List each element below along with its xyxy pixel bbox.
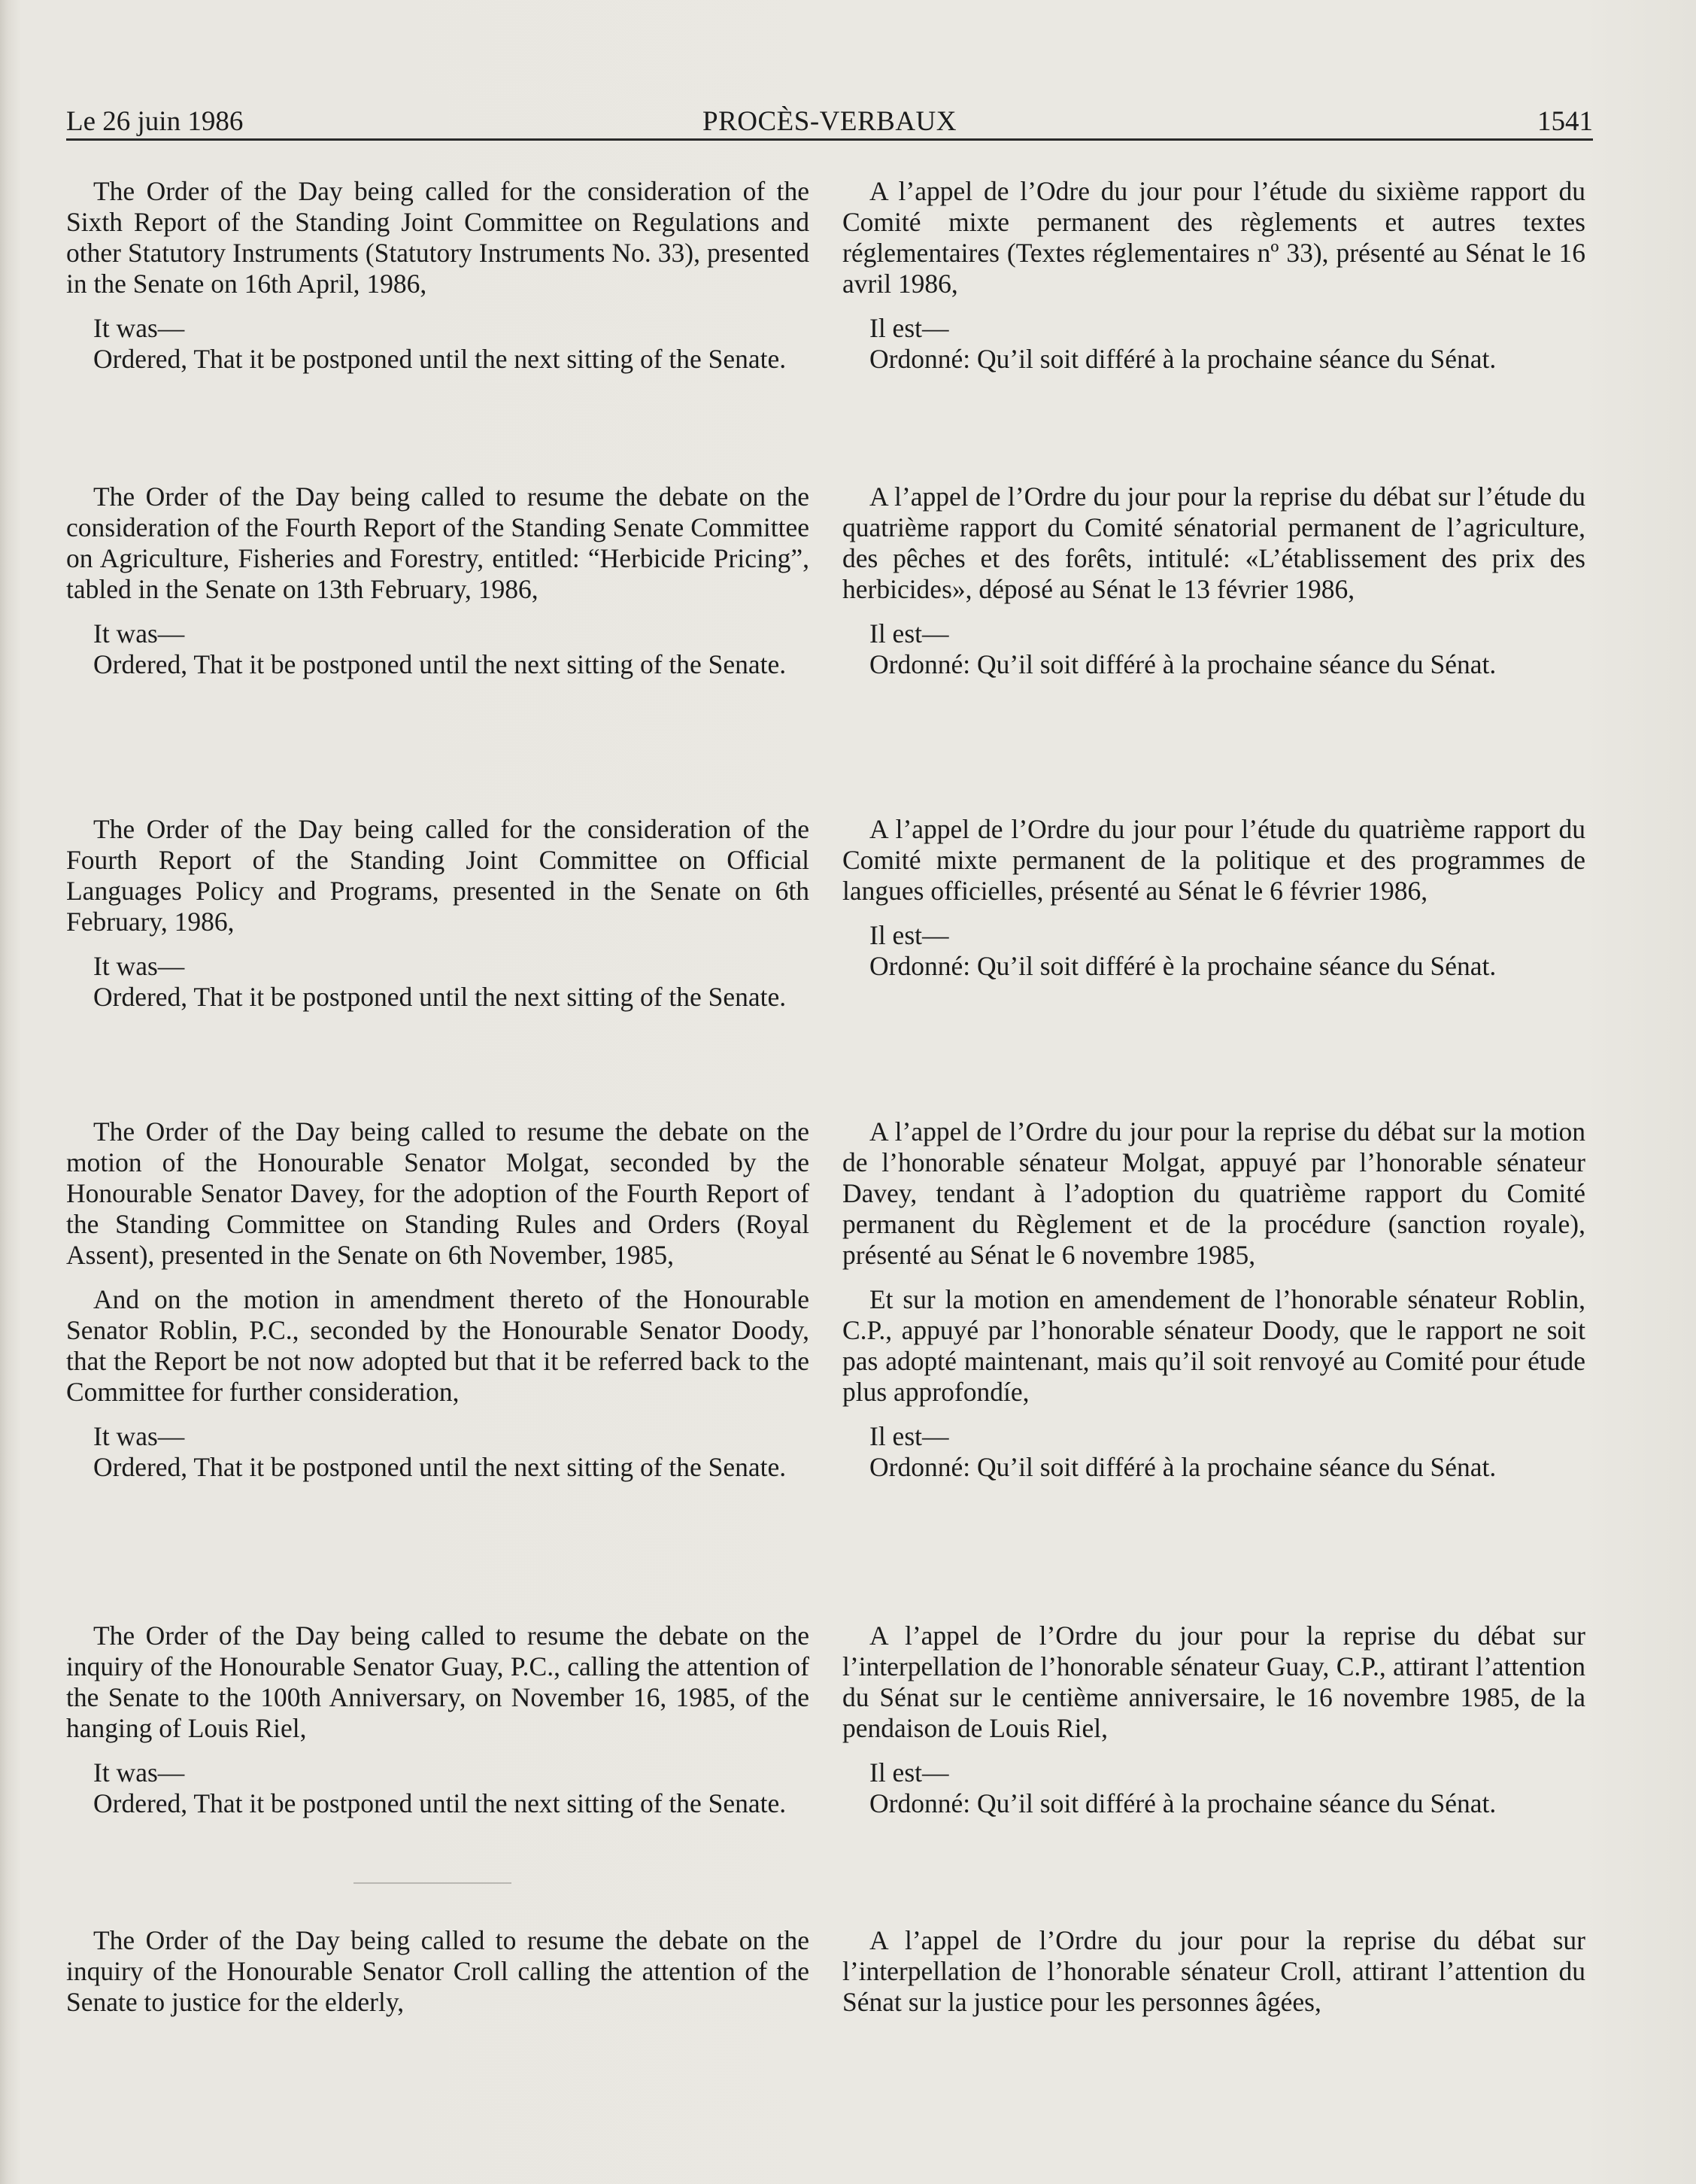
- entry-ordered: Ordonné: Qu’il soit différé è la prochaine séance du Sénat.: [869, 951, 1497, 981]
- entry-text: The Order of the Day being called for the consideration of the Sixth Report of the Standing Joint Committee on Regulations and other Statutory Instruments (Statutory Instruments No. 33), presented in the Senate on 16th April, 1986,: [66, 176, 809, 299]
- english-entry-6: [66, 1925, 809, 2018]
- entry-it-was: Il est—: [869, 1421, 949, 1451]
- entry-it-was: Il est—: [869, 1757, 949, 1788]
- entry-it-was: Il est—: [869, 313, 949, 343]
- entry-ordered: Ordered, That it be postponed until the next sitting of the Senate.: [93, 344, 787, 374]
- english-entry-3: [66, 814, 809, 1013]
- entry-text-amendment: Et sur la motion en amendement de l’honorable sénateur Roblin, C.P., appuyé par l’honorable sénateur Doody, que le rapport ne soit pas adopté maintenant, mais qu’il soit renvoyé au Comité pour étude plus approfondíe,: [842, 1284, 1585, 1407]
- french-entry-2: [842, 481, 1585, 680]
- french-entry-6: [842, 1925, 1585, 2018]
- entry-text: The Order of the Day being called to resume the debate on the consideration of the Fourth Report of the Standing Senate Committee on Agriculture, Fisheries and Forestry, entitled: “Herbicide Pricing”, tabled in the Senate on 13th February, 1986,: [66, 481, 809, 604]
- entry-it-was: Il est—: [869, 920, 949, 950]
- entry-ordered: Ordonné: Qu’il soit différé à la prochaine séance du Sénat.: [869, 1788, 1497, 1818]
- header-page-number: 1541: [1537, 106, 1593, 137]
- entry-ordered: Ordonné: Qu’il soit différé à la prochaine séance du Sénat.: [869, 1452, 1497, 1482]
- english-entry-4: [66, 1116, 809, 1483]
- entry-text: A l’appel de l’Ordre du jour pour la reprise du débat sur l’étude du quatrième rapport du Comité sénatorial permanent de l’agriculture, des pêches et des forêts, intitulé: «L’établissement des prix des herbicides», déposé au Sénat le 13 février 1986,: [842, 481, 1585, 604]
- entry-text-amendment: And on the motion in amendment thereto of the Honourable Senator Roblin, P.C., seconded by the Honourable Senator Doody, that the Report be not now adopted but that it be referred back to the Committee for further consideration,: [66, 1284, 809, 1407]
- header-rule: [66, 138, 1593, 141]
- french-entry-3: [842, 814, 1585, 982]
- entry-ordered: Ordered, That it be postponed until the next sitting of the Senate.: [93, 982, 787, 1012]
- header-date: Le 26 juin 1986: [66, 106, 244, 137]
- entry-ordered: Ordonné: Qu’il soit différé à la prochaine séance du Sénat.: [869, 344, 1497, 374]
- entry-text: The Order of the Day being called to resume the debate on the motion of the Honourable Senator Molgat, seconded by the Honourable Senator Davey, for the adoption of the Fourth Report of the Standing Committee on Standing Rules and Orders (Royal Assent), presented in the Senate on 6th November, 1985,: [66, 1116, 809, 1270]
- entry-ordered: Ordered, That it be postponed until the next sitting of the Senate.: [93, 649, 787, 679]
- entry-text: A l’appel de l’Ordre du jour pour la reprise du débat sur l’interpellation de l’honorable sénateur Guay, C.P., attirant l’attention du Sénat sur le centième anniversaire, le 16 novembre 1985, de la pendaison de Louis Riel,: [842, 1621, 1585, 1743]
- entry-ordered: Ordonné: Qu’il soit différé à la prochaine séance du Sénat.: [869, 649, 1497, 679]
- entry-it-was: It was—: [93, 313, 185, 343]
- entry-it-was: It was—: [93, 1757, 185, 1788]
- english-entry-5: [66, 1621, 809, 1819]
- entry-text: A l’appel de l’Ordre du jour pour la reprise du débat sur la motion de l’honorable sénateur Molgat, appuyé par l’honorable sénateur Davey, tendant à l’adoption du quatrième rapport du Comité permanent du Règlement et de la procédure (sanction royale), présenté au Sénat le 6 novembre 1985,: [842, 1116, 1585, 1270]
- entry-text: The Order of the Day being called for the consideration of the Fourth Report of the Standing Joint Committee on Official Languages Policy and Programs, presented in the Senate on 6th February, 1986,: [66, 814, 809, 937]
- entry-ordered: Ordered, That it be postponed until the next sitting of the Senate.: [93, 1788, 787, 1818]
- entry-it-was: It was—: [93, 1421, 185, 1451]
- english-entry-2: [66, 481, 809, 680]
- entry-text: The Order of the Day being called to resume the debate on the inquiry of the Honourable Senator Croll calling the attention of the Senate to justice for the elderly,: [66, 1925, 809, 2017]
- english-entry-1: [66, 176, 809, 375]
- entry-it-was: It was—: [93, 618, 185, 649]
- french-entry-1: [842, 176, 1585, 375]
- french-entry-5: [842, 1621, 1585, 1819]
- running-header: [66, 105, 1593, 140]
- entry-text: A l’appel de l’Ordre du jour pour la reprise du débat sur l’interpellation de l’honorable sénateur Croll, attirant l’attention du Sénat sur la justice pour les personnes âgées,: [842, 1925, 1585, 2017]
- entry-text: A l’appel de l’Odre du jour pour l’étude du sixième rapport du Comité mixte permanent des règlements et autres textes réglementaires (Textes réglementaires nº 33), présenté au Sénat le 16 avril 1986,: [842, 176, 1585, 299]
- entry-ordered: Ordered, That it be postponed until the next sitting of the Senate.: [93, 1452, 787, 1482]
- french-entry-4: [842, 1116, 1585, 1483]
- entry-it-was: Il est—: [869, 618, 949, 649]
- header-title: PROCÈS-VERBAUX: [702, 106, 957, 137]
- entry-text: A l’appel de l’Ordre du jour pour l’étude du quatrième rapport du Comité mixte permanent de la politique et des programmes de langues officielles, présenté au Sénat le 6 février 1986,: [842, 814, 1585, 906]
- entry-it-was: It was—: [93, 951, 185, 981]
- entry-text: The Order of the Day being called to resume the debate on the inquiry of the Honourable Senator Guay, P.C., calling the attention of the Senate to the 100th Anniversary, on November 16, 1985, of the hanging of Louis Riel,: [66, 1621, 809, 1743]
- faint-divider: [353, 1882, 511, 1884]
